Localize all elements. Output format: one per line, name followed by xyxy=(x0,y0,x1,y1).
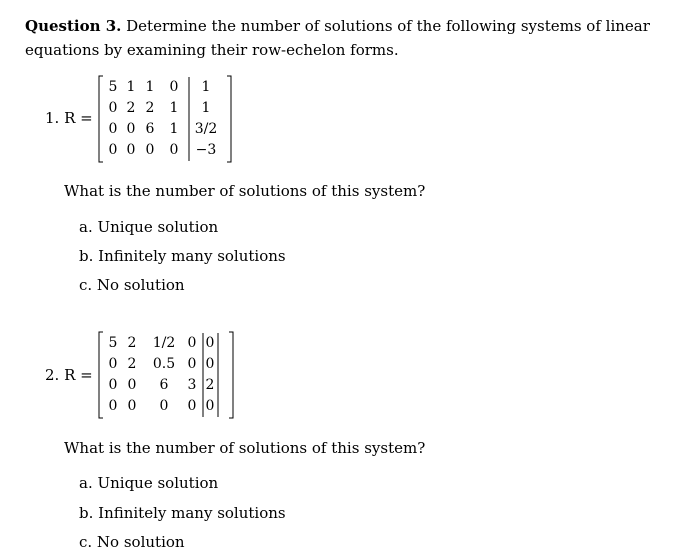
question-heading: Question 3. xyxy=(25,17,122,35)
matrix-cell: 2 xyxy=(127,335,137,351)
matrix-cell: 0 xyxy=(187,335,197,351)
matrix-cell: 0 xyxy=(205,398,215,414)
matrix-cell: 0 xyxy=(108,142,118,158)
problem-1-question: What is the number of solutions of this system? xyxy=(64,182,426,200)
matrix-cell: 1 xyxy=(126,79,136,95)
matrix-cell: 1 xyxy=(145,79,155,95)
matrix-cell: 0 xyxy=(169,79,179,95)
matrix-cell: 0 xyxy=(205,335,215,351)
problem-2-option-c[interactable]: c. No solution xyxy=(79,533,185,551)
problem-1-option-b[interactable]: b. Infinitely many solutions xyxy=(79,247,286,265)
problem-2-option-a[interactable]: a. Unique solution xyxy=(79,474,219,492)
problem-1-label: 1. R = xyxy=(45,109,93,127)
matrix-cell: 2 xyxy=(145,100,155,116)
problem-1-matrix xyxy=(98,74,232,164)
matrix-cell: 6 xyxy=(159,377,169,393)
problem-2-matrix xyxy=(98,330,234,420)
problem-1-option-c[interactable]: c. No solution xyxy=(79,276,185,294)
matrix-cell: 1 xyxy=(201,79,211,95)
matrix-cell: 0 xyxy=(127,398,137,414)
matrix-cell: −3 xyxy=(195,142,217,158)
matrix-cell: 1 xyxy=(169,121,179,137)
matrix-cell: 0 xyxy=(108,100,118,116)
matrix-cell: 0 xyxy=(187,356,197,372)
question-prompt xyxy=(25,14,665,62)
matrix-cell: 0 xyxy=(127,377,137,393)
matrix-cell: 2 xyxy=(205,377,215,393)
problem-1-option-a[interactable]: a. Unique solution xyxy=(79,218,219,236)
question-text: Determine the number of solutions of the following systems of linear equations by examining their row-echelon forms. xyxy=(25,17,650,59)
problem-2-option-b[interactable]: b. Infinitely many solutions xyxy=(79,504,286,522)
matrix-cell: 0 xyxy=(126,121,136,137)
matrix-cell: 5 xyxy=(108,79,118,95)
matrix-cell: 6 xyxy=(145,121,155,137)
matrix-cell: 2 xyxy=(126,100,136,116)
matrix-cell: 0.5 xyxy=(152,356,176,372)
matrix-cell: 3 xyxy=(187,377,197,393)
matrix-cell: 2 xyxy=(127,356,137,372)
matrix-cell: 0 xyxy=(108,121,118,137)
matrix-cell: 0 xyxy=(108,356,118,372)
problem-2-label: 2. R = xyxy=(45,366,93,384)
matrix-cell: 0 xyxy=(126,142,136,158)
problem-2-question: What is the number of solutions of this system? xyxy=(64,439,426,457)
matrix-cell: 0 xyxy=(169,142,179,158)
matrix-cell: 1 xyxy=(169,100,179,116)
matrix-cell: 3/2 xyxy=(194,121,218,137)
matrix-cell: 0 xyxy=(108,377,118,393)
matrix-cell: 5 xyxy=(108,335,118,351)
matrix-cell: 0 xyxy=(159,398,169,414)
matrix-cell: 1 xyxy=(201,100,211,116)
matrix-cell: 0 xyxy=(145,142,155,158)
matrix-cell: 0 xyxy=(205,356,215,372)
matrix-cell: 0 xyxy=(108,398,118,414)
matrix-cell: 1/2 xyxy=(152,335,176,351)
matrix-cell: 0 xyxy=(187,398,197,414)
